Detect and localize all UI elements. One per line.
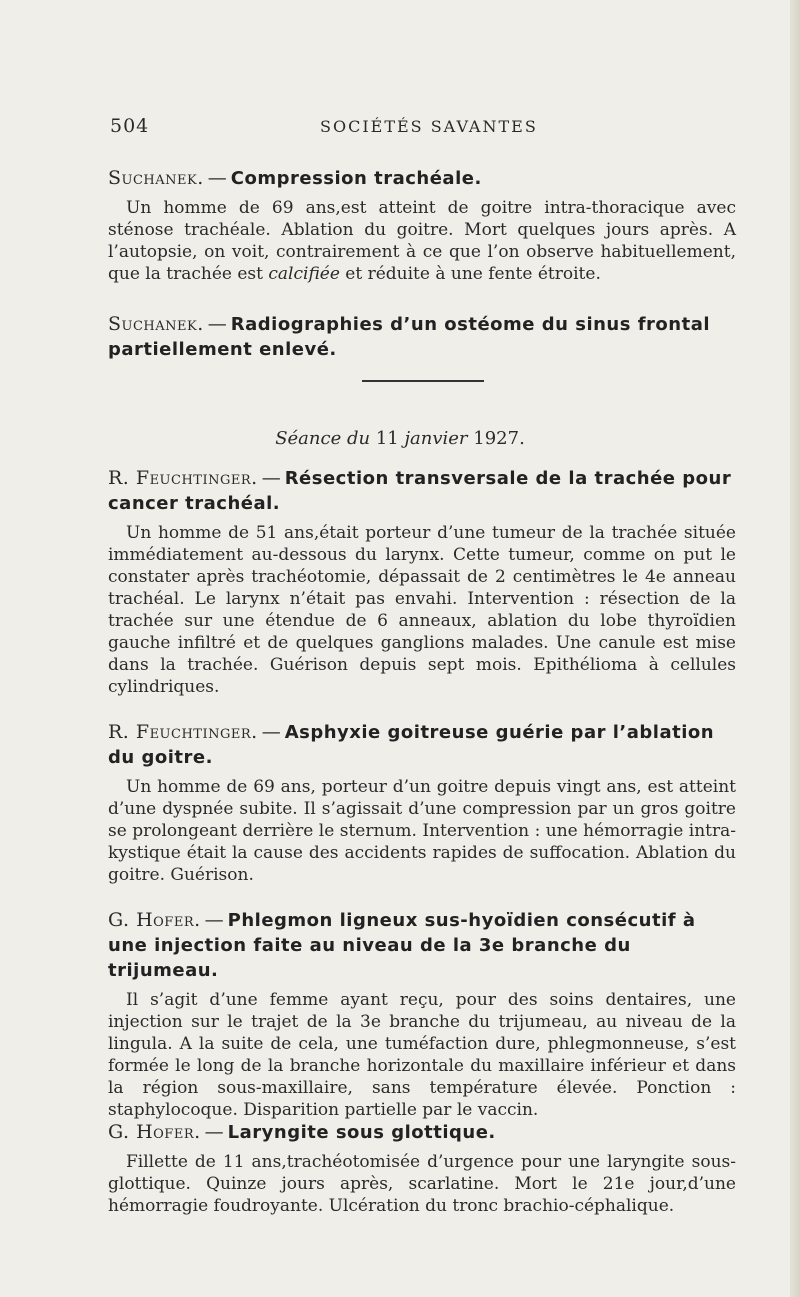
entry-heading xyxy=(108,908,736,983)
entry-author: R. Feuchtinger. xyxy=(108,721,258,743)
entry-asphyxie-goitreuse xyxy=(108,720,736,886)
entry-heading xyxy=(108,312,736,362)
entry-heading xyxy=(108,1120,736,1145)
seance-year: 1927. xyxy=(473,428,525,449)
entry-text xyxy=(108,197,736,285)
entry-text: Fillette de 11 ans,trachéotomisée d’urgence pour une laryngite sous-glottique. Quinze jours après, scarlatine. Mort le 21e jour,d’une hémorragie foudroyante. Ulcération du tronc brachio-céphalique. xyxy=(108,1152,736,1216)
entry-phlegmon-ligneux xyxy=(108,908,736,1121)
entry-radiographies-osteome xyxy=(108,312,736,368)
entry-author: Suchanek. xyxy=(108,313,204,335)
entry-separator: — xyxy=(204,1121,224,1143)
entry-resection-transversale xyxy=(108,466,736,698)
entry-separator: — xyxy=(207,167,227,189)
seance-prefix: Séance du xyxy=(275,428,371,449)
running-title: SOCIÉTÉS SAVANTES xyxy=(320,117,538,136)
page-header xyxy=(110,115,730,139)
entry-author: Suchanek. xyxy=(108,167,204,189)
entry-text: Il s’agit d’une femme ayant reçu, pour des soins dentaires, une injection sur le trajet de la 3e branche du trijumeau, au niveau de la lingula. A la suite de cela, une tuméfaction dure, phlegmonneuse, s’est formée le long de la branche horizontale du maxillaire inférieur et dans la région sous-maxillaire, sans température élevée. Ponction : staphylocoque. Disparition partielle par le vaccin. xyxy=(108,990,736,1120)
entry-text-italic: calcifiée xyxy=(268,264,340,284)
entry-author: G. Hofer. xyxy=(108,1121,201,1143)
entry-topic: Résection transversale de la trachée pour cancer trachéal. xyxy=(108,468,732,514)
section-divider xyxy=(362,380,484,382)
page-edge xyxy=(790,0,800,1297)
seance-month: janvier xyxy=(404,428,468,449)
entry-topic: Laryngite sous glottique. xyxy=(227,1122,496,1143)
page-number: 504 xyxy=(110,115,150,137)
entry-compression-tracheale xyxy=(108,166,736,285)
entry-text: Un homme de 69 ans, porteur d’un goitre depuis vingt ans, est atteint d’une dyspnée subite. Il s’agissait d’une compression par un gros goitre se prolongeant derrière le sternum. Intervention : une hémorragie intra-kystique était la cause des accidents rapides de suffocation. Ablation du goitre. Guérison. xyxy=(108,777,736,885)
entry-separator: — xyxy=(261,721,281,743)
seance-day: 11 xyxy=(375,428,399,449)
entry-separator: — xyxy=(207,313,227,335)
entry-text-part: et réduite à une fente étroite. xyxy=(339,264,601,284)
entry-text-part: Un homme de 69 ans,est atteint de goitre intra-thoracique avec sténose trachéale. Ablation du goitre. Mort quelques jours après. A l’autopsie, on voit, contrairement à ce que l’on observe habituellement, que la trachée est xyxy=(108,198,736,284)
entry-author: R. Feuchtinger. xyxy=(108,467,258,489)
entry-separator: — xyxy=(261,467,281,489)
entry-topic: Compression trachéale. xyxy=(230,168,482,189)
entry-topic: Asphyxie goitreuse guérie par l’ablation du goitre. xyxy=(108,722,715,768)
entry-laryngite-sous-glottique xyxy=(108,1120,736,1217)
entry-heading xyxy=(108,720,736,770)
entry-author: G. Hofer. xyxy=(108,909,201,931)
entry-heading xyxy=(108,466,736,516)
entry-heading xyxy=(108,166,736,191)
entry-text: Un homme de 51 ans,était porteur d’une tumeur de la trachée située immédiatement au-dessous du larynx. Cette tumeur, comme on put le constater après trachéotomie, dépassait de 2 centimètres le 4e anneau trachéal. Le larynx n’était pas envahi. Intervention : résection de la trachée sur une étendue de 6 anneaux, ablation du lobe thyroïdien gauche infiltré et de quelques ganglions malades. Une canule est mise dans la trachée. Guérison depuis sept mois. Epithélioma à cellules cylindriques. xyxy=(108,523,736,697)
entry-topic: Phlegmon ligneux sus-hyoïdien consécutif à une injection faite au niveau de la 3e branche du trijumeau. xyxy=(108,910,696,981)
entry-topic: Radiographies d’un ostéome du sinus frontal partiellement enlevé. xyxy=(108,314,711,360)
seance-date xyxy=(0,428,800,449)
entry-separator: — xyxy=(204,909,224,931)
